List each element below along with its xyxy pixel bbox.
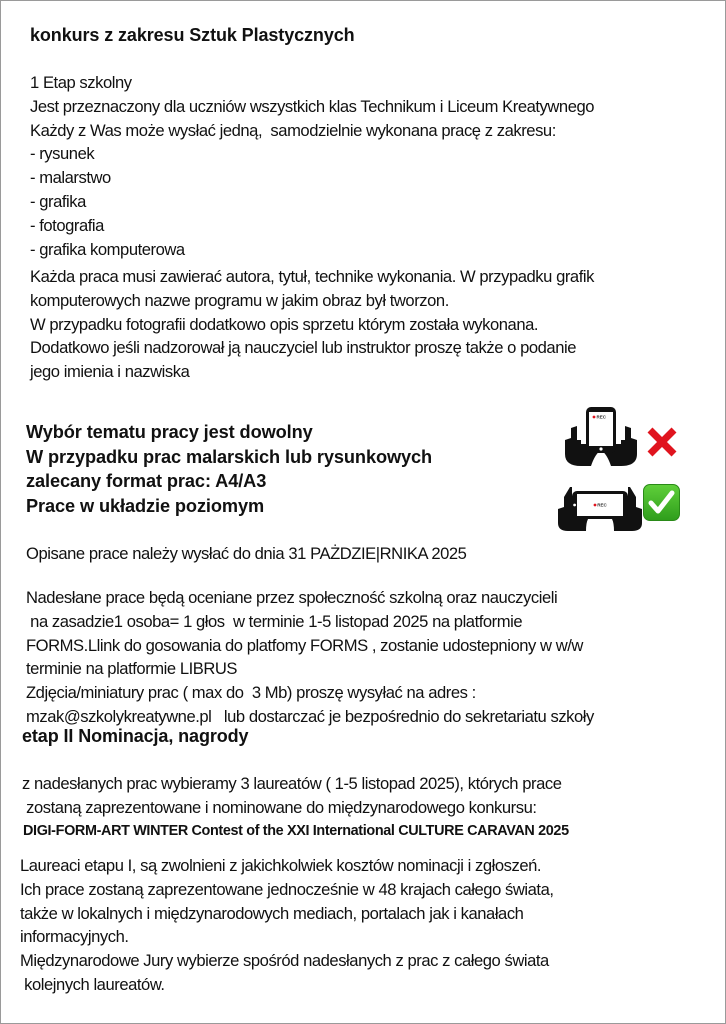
stage2-intro: [22, 772, 562, 820]
detail-line: także w lokalnych i międzynarodowych mediach, portalach jak i kanałach: [20, 903, 524, 923]
rule-line: zalecany format prac: A4/A3: [26, 471, 267, 492]
detail-line: kolejnych laureatów.: [20, 974, 165, 994]
detail-line: Ich prace zostaną zaprezentowane jednocześnie w 48 krajach całego świata,: [20, 879, 554, 899]
requirement-line: komputerowych nazwe programu w jakim obraz był tworzon.: [30, 290, 449, 310]
category-item: - malarstwo: [30, 168, 111, 188]
stage1-intro-line: Jest przeznaczony dla uczniów wszystkich klas Technikum i Liceum Kreatywnego: [30, 96, 595, 116]
stage1-heading: 1 Etap szkolny: [30, 73, 132, 92]
requirement-line: Dodatkowo jeśli nadzorował ją nauczyciel lub instruktor proszę także o podanie: [30, 338, 576, 358]
requirement-line: W przypadku fotografii dodatkowo opis sprzetu którym została wykonana.: [30, 314, 539, 334]
stage2-details: [20, 854, 554, 997]
rec-label: REC: [596, 414, 607, 420]
detail-line: Laureaci etapu I, są zwolnieni z jakichkolwiek kosztów nominacji i zgłoszeń.: [20, 856, 542, 875]
evaluation-line: mzak@szkolykreatywne.pl lub dostarczać je bezpośrednio do sekretariatu szkoły: [26, 706, 594, 726]
rule-line: W przypadku prac malarskich lub rysunkowych: [26, 446, 433, 467]
evaluation-section: [26, 586, 594, 729]
stage1-section: [30, 71, 594, 261]
page-title: konkurs z zakresu Sztuk Plastycznych: [30, 25, 355, 45]
requirement-line: Każda praca musi zawierać autora, tytuł, technike wykonania. W przypadku grafik: [30, 267, 594, 286]
evaluation-line: terminie na platformie LIBRUS: [26, 659, 238, 679]
stage2-intro-line: zostaną zaprezentowane i nominowane do międzynarodowego konkursu:: [22, 797, 537, 817]
category-item: - grafika komputerowa: [30, 239, 185, 259]
detail-line: Międzynarodowe Jury wybierze spośród nadesłanych z prac z całego świata: [20, 951, 549, 971]
evaluation-line: Nadesłane prace będą oceniane przez społeczność szkolną oraz nauczycieli: [26, 588, 558, 607]
rule-line: Prace w układzie poziomym: [26, 495, 265, 516]
category-item: - fotografia: [30, 215, 104, 235]
check-mark-icon: [643, 484, 680, 521]
cross-mark-icon: [646, 426, 678, 458]
evaluation-line: FORMS.Llink do gosowania do platfomy FORMS , zostanie udostepniony w w/w: [26, 635, 583, 655]
stage2-heading: etap II Nominacja, nagrody: [22, 726, 249, 746]
contest-name: DIGI-FORM-ART WINTER Contest of the XXI International CULTURE CARAVAN 2025: [23, 823, 569, 839]
deadline-text: Opisane prace należy wysłać do dnia 31 PAŻDZIE|RNIKA 2025: [26, 544, 467, 563]
rule-line: Wybór tematu pracy jest dowolny: [26, 422, 313, 442]
rules-section: [26, 420, 432, 518]
stage1-intro-line: Każdy z Was może wysłać jedną, samodzielnie wykonana pracę z zakresu:: [30, 120, 556, 140]
requirement-line: jego imienia i nazwiska: [30, 362, 190, 382]
evaluation-line: na zasadzie1 osoba= 1 głos w terminie 1-5 listopad 2025 na platformie: [26, 611, 523, 631]
phone-landscape-hands-icon: [556, 483, 644, 533]
category-item: - grafika: [30, 191, 86, 211]
rec-label: REC: [597, 502, 607, 508]
phone-portrait-hands-icon: [561, 404, 641, 468]
stage2-intro-line: z nadesłanych prac wybieramy 3 laureatów ( 1-5 listopad 2025), których prace: [22, 774, 562, 793]
evaluation-line: Zdjęcia/miniatury prac ( max do 3 Mb) proszę wysyłać na adres :: [26, 683, 476, 703]
detail-line: informacyjnych.: [20, 927, 129, 947]
category-item: - rysunek: [30, 144, 95, 164]
requirements-section: [30, 265, 594, 384]
